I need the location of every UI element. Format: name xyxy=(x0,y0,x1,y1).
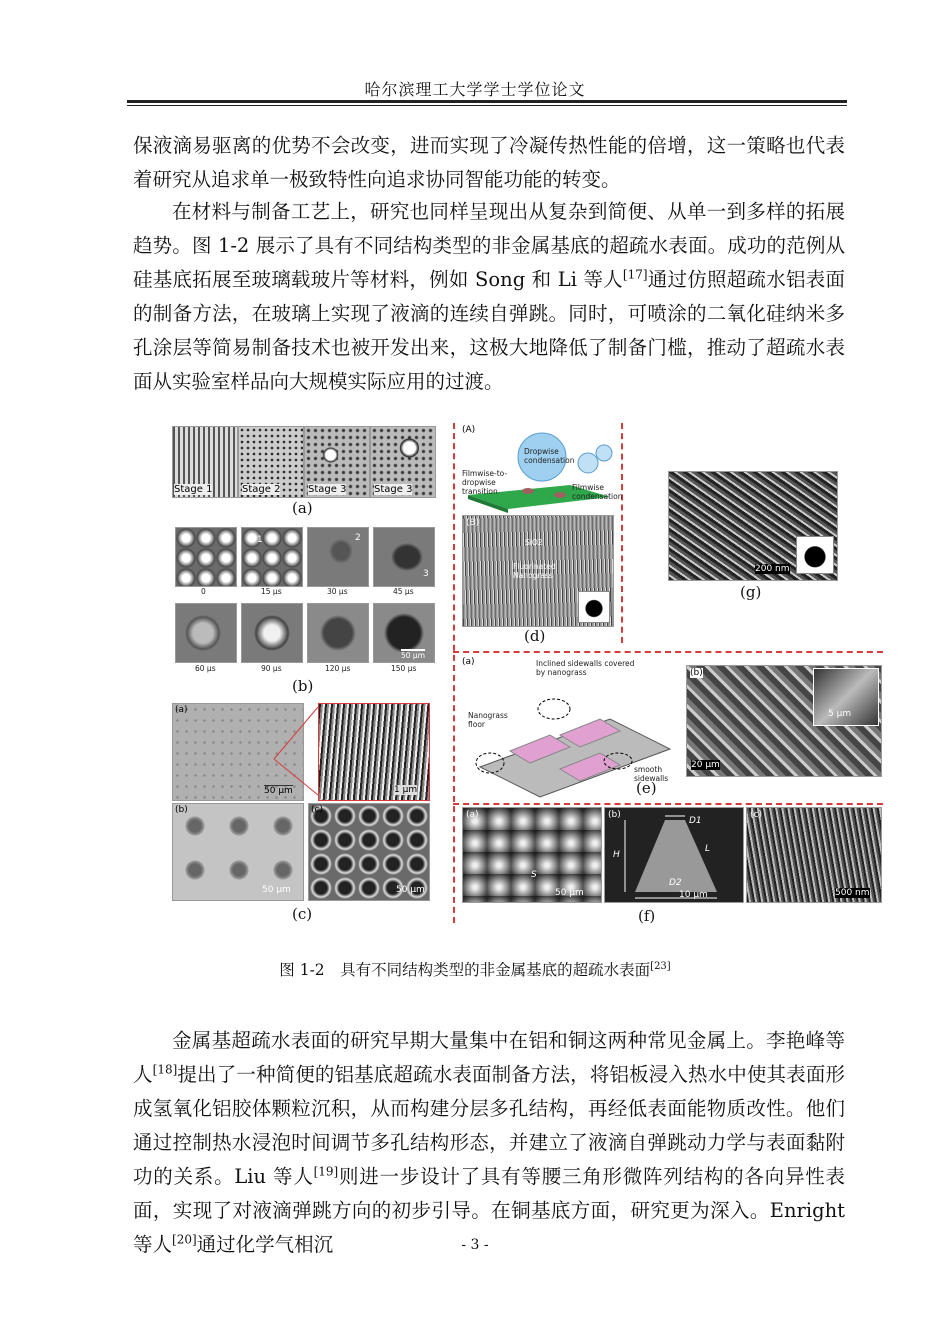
time-label-120: 120 μs xyxy=(325,664,351,673)
panel-a-label: (a) xyxy=(292,499,313,517)
citation-19: [19] xyxy=(313,1164,339,1179)
d-dropwise-label: Dropwise condensation xyxy=(524,447,575,465)
time-frame-120 xyxy=(307,603,369,663)
paragraph-2-part1: 在材料与制备工艺上，研究也同样呈现出从复杂到简便、从单一到多样的拓展趋势。图 1-2 展示了具有不同结构类型的非金属基底的超疏水表面。成功的范例从硅基底拓展至玻璃载玻片等材料，例如 Song 和 Li 等人 xyxy=(133,200,845,291)
time-label-30: 30 μs xyxy=(327,587,348,596)
paragraph-3-text xyxy=(133,1024,845,1262)
time-frame-60 xyxy=(175,603,237,663)
panel-b-images xyxy=(175,527,437,677)
panel-g-label: (g) xyxy=(740,583,762,601)
time-label-150: 150 μs xyxy=(391,664,417,673)
citation-20: [20] xyxy=(172,1232,197,1247)
panel-a-images xyxy=(172,426,435,498)
panel-d-sem xyxy=(462,515,614,627)
paragraph-2-text xyxy=(133,195,845,399)
time-scale-bar: 50 μm xyxy=(401,651,426,660)
panel-f-label: (f) xyxy=(638,907,656,925)
panel-e-label: (e) xyxy=(636,779,657,797)
f-label-h: H xyxy=(613,850,620,860)
divider-vertical-left xyxy=(453,423,455,923)
d-fluorinated-label: Fluorinated Nanograss xyxy=(513,562,556,580)
panel-f-images xyxy=(462,807,882,905)
e-scale-large: 20 μm xyxy=(691,760,720,770)
divider-horizontal-mid xyxy=(453,651,883,653)
stage-label-2: Stage 2 xyxy=(242,484,281,495)
f-scale-b: 10 μm xyxy=(679,890,708,900)
time-frame-90 xyxy=(241,603,303,663)
paragraph-3-part1: 金属基超疏水表面的研究早期大量集中在铝和铜这两种常见金属上。李艳峰等人 xyxy=(133,1029,845,1086)
e-zoom-inset xyxy=(813,668,879,726)
time-label-90: 90 μs xyxy=(261,664,282,673)
page-number: - 3 - xyxy=(461,1237,489,1253)
paragraph-1 xyxy=(133,129,845,197)
paragraph-2 xyxy=(133,195,845,399)
caption-citation: [23] xyxy=(650,960,671,972)
paragraph-2-part2: 通过仿照超疏水铝表面的制备方法，在玻璃上实现了液滴的连续自弹跳。同时，可喷涂的二氧化硅纳米多孔涂层等简易制备技术也被开发出来，这极大地降低了制备门槛，推动了超疏水表面从实验室样品向大规模实际应用的过渡。 xyxy=(133,268,845,393)
header-rule-thin xyxy=(127,105,847,106)
panel-c-label: (c) xyxy=(292,905,313,923)
c-scale-4: 50 μm xyxy=(396,885,425,895)
c-sub-b: (b) xyxy=(175,805,188,815)
paragraph-3-part3: 则进一步设计了具有等腰三角形微阵列结构的各向异性表面，实现了对液滴弹跳方向的初步引导。在铜基底方面，研究更为深入。Enright 等人 xyxy=(133,1165,845,1256)
divider-vertical-top xyxy=(621,423,623,643)
citation-17: [17] xyxy=(622,267,648,282)
f-label-l: L xyxy=(705,844,711,854)
d-filmwise-label: Filmwise condensation xyxy=(572,483,623,501)
panel-d-schematic xyxy=(460,425,623,513)
d-sio2-label: SiO2 xyxy=(525,538,543,547)
time-frame-15 xyxy=(241,527,303,587)
time-label-60: 60 μs xyxy=(195,664,216,673)
figure-caption xyxy=(0,958,950,980)
f-single-cone-image xyxy=(604,807,744,903)
c-sub-c: (c) xyxy=(311,805,323,815)
panel-e-sem xyxy=(686,665,882,777)
panel-c-images xyxy=(172,703,434,903)
f-sub-a: (a) xyxy=(466,810,479,820)
e-inclined-label: Inclined sidewalls covered by nanograss xyxy=(536,659,635,677)
f-sub-c: (c) xyxy=(750,810,762,820)
frame-number-1: 1 xyxy=(257,535,263,545)
c-scale-2: 1 μm xyxy=(394,785,418,795)
droplet-contact-inset xyxy=(578,591,610,623)
e-sub-a: (a) xyxy=(462,657,475,667)
time-label-0: 0 xyxy=(201,587,206,596)
g-scale-bar: 200 nm xyxy=(755,564,790,574)
header-rule-thick xyxy=(127,100,847,103)
f-scale-c: 500 nm xyxy=(835,888,870,898)
time-label-45: 45 μs xyxy=(393,587,414,596)
d-sub-b: (B) xyxy=(466,518,480,528)
divider-horizontal-low xyxy=(453,803,883,805)
f-nanowire-image xyxy=(746,807,882,903)
f-label-s: S xyxy=(531,870,537,880)
frame-number-2: 2 xyxy=(355,533,361,543)
e-scale-small: 5 μm xyxy=(828,709,852,719)
figure-1-2 xyxy=(170,423,885,923)
g-droplet-inset xyxy=(796,536,834,574)
panel-b-label: (b) xyxy=(292,677,314,695)
paragraph-1-text: 保液滴易驱离的优势不会改变，进而实现了冷凝传热性能的倍增，这一策略也代表着研究从追求单一极致特性向追求协同智能功能的转变。 xyxy=(133,134,845,191)
c-scale-1: 50 μm xyxy=(264,786,293,796)
f-label-d2: D2 xyxy=(669,878,682,888)
e-sub-b: (b) xyxy=(690,668,703,678)
d-sub-a: (A) xyxy=(462,425,476,435)
panel-g-sem xyxy=(668,471,838,581)
stage-label-4: Stage 3 xyxy=(374,484,413,495)
f-scale-a: 50 μm xyxy=(555,888,584,898)
d-transition-label: Filmwise-to-dropwise transition xyxy=(462,469,508,496)
panel-e-schematic xyxy=(460,657,682,787)
stage-label-1: Stage 1 xyxy=(174,484,213,495)
paragraph-3-part2: 提出了一种简便的铝基底超疏水表面制备方法，将铝板浸入热水中使其表面形成氢氧化铝胶体颗粒沉积，从而构建分层多孔结构，再经低表面能物质改性。他们通过控制热水浸泡时间调节多孔结构形态，并建立了液滴自弹跳动力学与表面黏附功的关系。Liu 等人 xyxy=(133,1063,845,1188)
e-floor-label: Nanograss floor xyxy=(468,711,508,729)
time-label-15: 15 μs xyxy=(261,587,282,596)
page-header-title: 哈尔滨理工大学学士学位论文 xyxy=(364,80,586,99)
f-cone-array-image xyxy=(462,807,602,903)
stage-label-3: Stage 3 xyxy=(308,484,347,495)
f-label-d1: D1 xyxy=(689,816,702,826)
caption-text: 图 1-2 具有不同结构类型的非金属基底的超疏水表面 xyxy=(279,961,651,979)
c-sub-a: (a) xyxy=(175,705,188,715)
c-scale-3: 50 μm xyxy=(262,885,291,895)
time-frame-0 xyxy=(175,527,237,587)
f-sub-b: (b) xyxy=(608,810,621,820)
paragraph-3-part4: 通过化学气相沉 xyxy=(196,1233,334,1256)
panel-d-label: (d) xyxy=(524,627,546,645)
e-smooth-label: smooth sidewalls xyxy=(634,765,669,783)
paragraph-3 xyxy=(133,1024,845,1262)
frame-number-3: 3 xyxy=(423,569,429,579)
citation-18: [18] xyxy=(152,1062,178,1077)
